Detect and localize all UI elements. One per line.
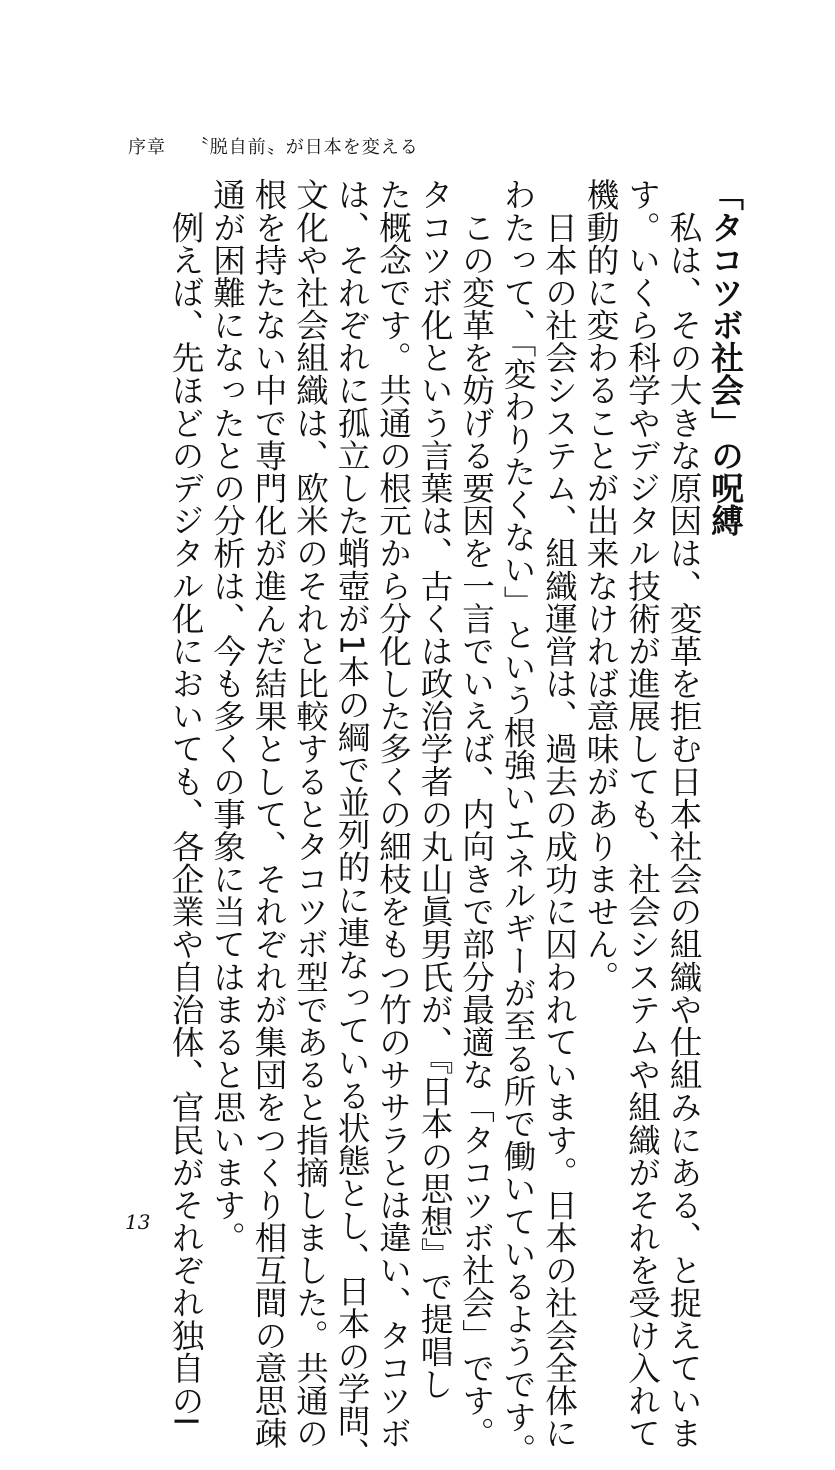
text-line: 例えば、先ほどのデジタル化においても、各企業や自治体、官民がそれぞれ独自のI: [166, 178, 205, 1427]
text-line: 通が困難になったとの分析は、今も多くの事象に当てはまると思います。: [208, 178, 246, 1254]
body-text: [164, 178, 745, 1470]
text-line: 根を持たない中で専門化が進んだ結果として、それぞれが集団をつくり相互間の意思疎: [249, 178, 288, 1450]
text-line: 私は、その大きな原因は、変革を拒む日本社会の組織や仕組みにある、と捉えていま: [664, 178, 703, 1450]
text-line: タコツボ化という言葉は、古くは政治学者の丸山眞男氏が、『日本の思想』で提唱し: [415, 178, 454, 1401]
chapter-title: 〝脱自前〟が日本を変える: [190, 137, 419, 158]
page-number: 13: [125, 1210, 151, 1234]
chapter-label: 序章: [128, 137, 166, 158]
text-line: た概念です。共通の根元から分化した多くの細枝をもつ竹のササラとは違い、タコツボ: [374, 178, 412, 1450]
section-heading: 「タコツボ社会」の呪縛: [706, 178, 744, 537]
text-line: 文化や社会組織は、欧米のそれと比較するとタコツボ型であると指摘しました。共通の: [291, 178, 329, 1450]
text-line: 日本の社会システム、組織運営は、過去の成功に囚われています。日本の社会全体に: [540, 178, 578, 1450]
text-line: この変革を妨げる要因を一言でいえば、内向きで部分最適な「タコツボ社会」です。: [457, 178, 495, 1450]
running-header: [128, 133, 419, 159]
text-line: す。いくら科学やデジタル技術が進展しても、社会システムや組織がそれを受け入れて: [623, 178, 661, 1450]
text-line: わたって、「変わりたくない」という根強いエネルギーが至る所で働いているようです。: [498, 178, 537, 1466]
text-line: は、それぞれに孤立した蛸壺が1本の綱で並列的に連なっている状態とし、日本の学問、: [332, 178, 371, 1470]
text-line: 機動的に変わることが出来なければ意味がありません。: [581, 178, 620, 993]
